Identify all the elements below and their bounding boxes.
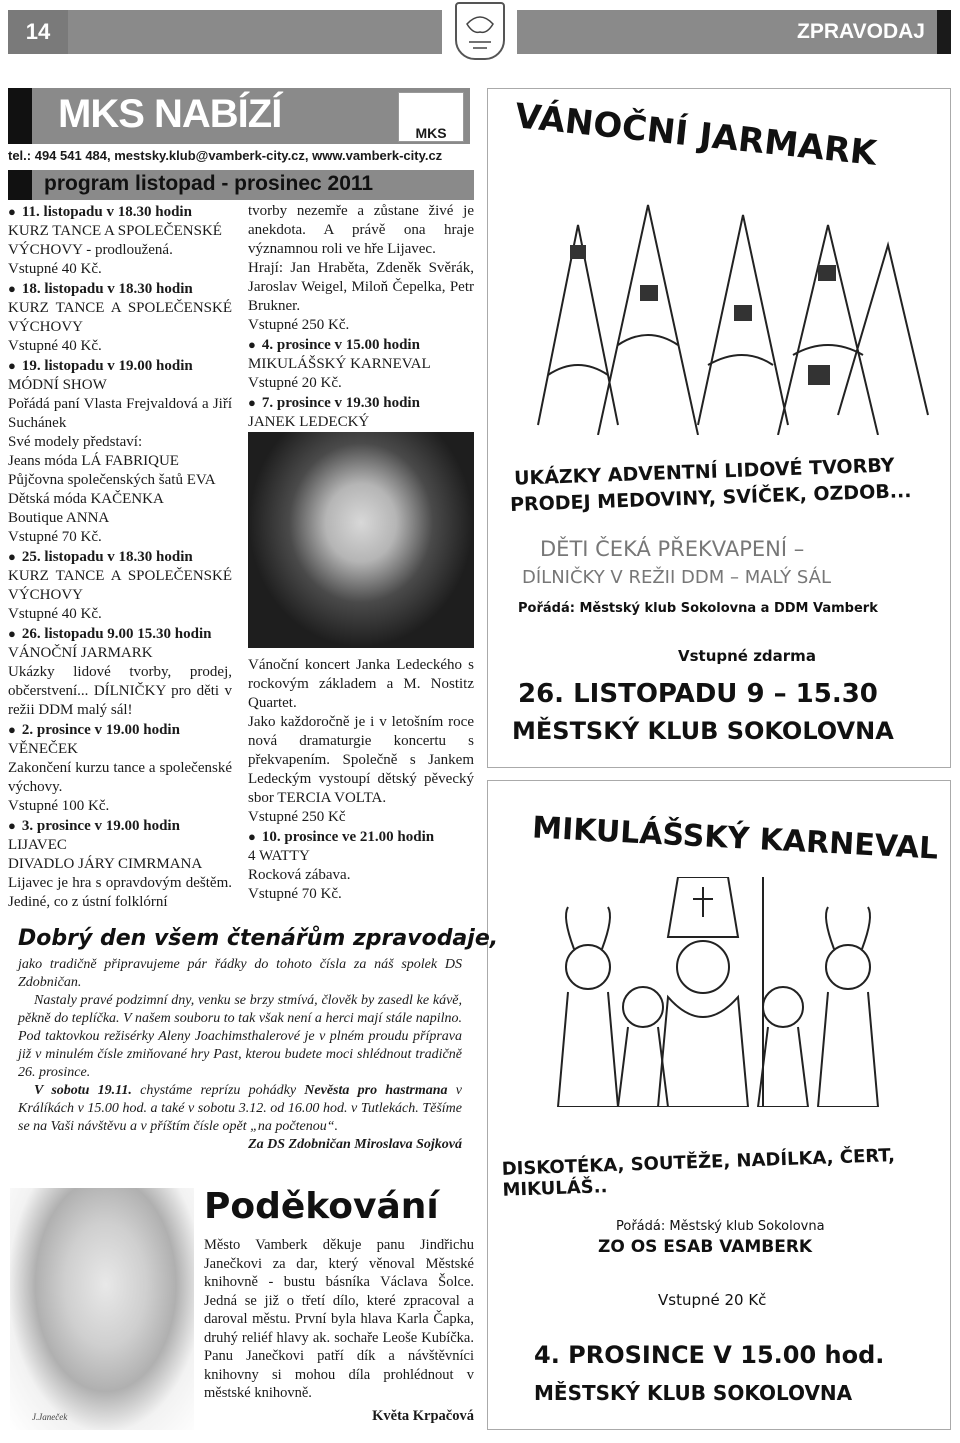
poster-line: DÍLNIČKY V REŽII DDM – MALÝ SÁL [522, 567, 831, 588]
event-line: Své modely představí: [8, 434, 143, 450]
podekovani-paragraph: Město Vamberk děkuje panu Jindřichu Janečkovi za dar, který věnoval Městské knihovně - bustu básníka Václava Šolce. Jedná se již o třetí dílo, které zpracoval a daroval městu. První byla hlava Karla Čapka, druhý reliéf hlavy ak. sochaře Leoše Kubíčka. Panu Janečkovi patří dík a návštěvníci knihovny si mohou díla prohlédnout v městské knihovně. [204, 1237, 474, 1401]
event-subname: DIVADLO JÁRY CIMRMANA [8, 856, 203, 872]
event-text: Lijavec je hra s opravdovým deštěm. Jediné, co z ústní folklórní [8, 875, 232, 910]
page-number: 14 [8, 10, 68, 54]
poster-line: UKÁZKY ADVENTNÍ LIDOVÉ TVORBY [513, 454, 895, 490]
event-line: Půjčovna společenských šatů EVA [8, 472, 216, 488]
poster-date: 4. PROSINCE V 15.00 hod. [534, 1341, 885, 1369]
bust-signature: J.Janeček [32, 1412, 68, 1422]
dobry-paragraph: jako tradičně připravujeme pár řádky do tohoto čísla za náš spolek DS Zdobničan. [18, 957, 462, 990]
podekovani-title: Poděkování [204, 1186, 439, 1227]
mikulas-devils-angels-illustration [548, 877, 888, 1107]
poster-line: DISKOTÉKA, SOUTĚŽE, NADÍLKA, ČERT, MIKULÁŠ.. [501, 1145, 896, 1201]
poster-entry: Vstupné 20 Kč [658, 1291, 767, 1309]
janek-ledecky-photo [248, 432, 474, 648]
dobry-text-part: v Králíkách v 15.00 hod. a také v sobotu 3.12. od 16.00 hod. v Tutlekách. Těšíme se na Vaši návštěvu a v příštím čísle opět „na počtenou“. [18, 1083, 463, 1134]
poster-place: MĚSTSKÝ KLUB SOKOLOVNA [512, 717, 894, 745]
event-text: Vánoční koncert Janka Ledeckého s rockovým základem a M. Nostitz Quartet. [248, 657, 474, 711]
event-price: Vstupné 20 Kč. [248, 375, 342, 391]
poster-organizer: Pořádá: Městský klub Sokolovna a DDM Vamberk [518, 601, 878, 616]
event-date: ● 26. listopadu 9.00 15.30 hodin [8, 626, 212, 642]
program-column-2-lower [248, 656, 474, 904]
event-line: Boutique ANNA [8, 510, 110, 526]
event-price: Vstupné 40 Kč. [8, 261, 102, 277]
poster-mikulassky-karneval [487, 780, 951, 1430]
podekovani-signature: Květa Krpačová [372, 1407, 474, 1424]
dobry-text-part: chystáme reprízu pohádky [131, 1083, 305, 1098]
poster-date: 26. LISTOPADU 9 – 15.30 [518, 679, 878, 709]
event-name: VĚNEČEK [8, 741, 78, 757]
event-name: KURZ TANCE A SPOLEČENSKÉ VÝCHOVY [8, 300, 232, 335]
event-text: Jako každoročně je i v letošním roce nová dramaturgie koncertu s překvapením. Společně s Jankem Ledeckým vystoupí dětský pěvecký sbor TERCIA VOLTA. [248, 714, 474, 806]
dobry-den-title: Dobrý den všem čtenářům zpravodaje, [18, 926, 499, 951]
event-date: ● 7. prosince v 19.30 hodin [248, 395, 420, 411]
event-text: Ukázky lidové tvorby, prodej, občerstvení... DÍLNIČKY pro děti v režii DDM malý sál! [8, 664, 232, 718]
event-price: Vstupné 40 Kč. [8, 338, 102, 354]
event-price: Vstupné 40 Kč. [8, 606, 102, 622]
event-name: VÁNOČNÍ JARMARK [8, 645, 153, 661]
event-text: Rocková zábava. [248, 867, 351, 883]
dobry-paragraph: Nastaly pravé podzimní dny, venku se brzy stmívá, člověk by zasedl ke kávě, pěkně do teplíčka. V našem souboru to tak však není a herci mají stále napilno. Pod taktovkou režisérky Aleny Joachimsthalerové je v plném proudu příprava již v minulém čísle zmiňované hry Past, kterou budete moci shlédnout tradičně 26. prosince. [18, 993, 462, 1080]
poster-title: MIKULÁŠSKÝ KARNEVAL [531, 810, 940, 867]
event-date: ● 25. listopadu v 18.30 hodin [8, 549, 193, 565]
program-column-2 [248, 202, 474, 432]
event-name: 4 WATTY [248, 848, 310, 864]
poster-line: DĚTI ČEKÁ PŘEKVAPENÍ – [540, 537, 805, 561]
poster-line: PRODEJ MEDOVINY, SVÍČEK, OZDOB... [509, 480, 912, 516]
poster-vanocni-jarmark [487, 88, 951, 768]
event-host: Pořádá paní Vlasta Frejvaldová a Jiří Suchánek [8, 396, 232, 431]
poster-entry: Vstupné zdarma [678, 647, 816, 665]
event-price: Vstupné 70 Kč. [248, 886, 342, 902]
mks-banner-accent [8, 88, 32, 144]
event-price: Vstupné 250 Kč. [248, 317, 350, 333]
poster-place: MĚSTSKÝ KLUB SOKOLOVNA [534, 1381, 853, 1405]
dobry-den-text [18, 956, 462, 1154]
podekovani-text [204, 1236, 474, 1425]
event-name: LIJAVEC [8, 837, 67, 853]
event-date: ● 10. prosince ve 21.00 hodin [248, 829, 434, 845]
poster-organizer: Pořádá: Městský klub Sokolovna [616, 1219, 825, 1234]
event-text: Zakončení kurzu tance a společenské výchovy. [8, 760, 232, 795]
program-bar-accent [8, 170, 32, 200]
event-date: ● 4. prosince v 15.00 hodin [248, 337, 420, 353]
event-date: ● 2. prosince v 19.00 hodin [8, 722, 180, 738]
poster-organizer: ZO OS ESAB VAMBERK [598, 1237, 813, 1257]
event-price: Vstupné 100 Kč. [8, 798, 110, 814]
event-price: Vstupné 250 Kč [248, 809, 346, 825]
event-text: tvorby nezemře a zůstane živé je anekdota. A právě ona hraje významnou roli ve hře Lijavec. [248, 203, 474, 257]
mks-logo-icon: MKS [398, 92, 464, 142]
event-name: MIKULÁŠSKÝ KARNEVAL [248, 356, 431, 372]
bust-photo [10, 1188, 194, 1430]
event-name: JANEK LEDECKÝ [248, 414, 370, 430]
event-date: ● 19. listopadu v 19.00 hodin [8, 358, 193, 374]
event-name: KURZ TANCE A SPOLEČENSKÉ VÝCHOVY [8, 568, 232, 603]
header-bar-right-end [937, 10, 951, 54]
event-price: Vstupné 70 Kč. [8, 529, 102, 545]
dobry-signature: Za DS Zdobničan Miroslava Sojková [248, 1137, 462, 1152]
event-name: MÓDNÍ SHOW [8, 377, 107, 393]
program-title: program listopad - prosinec 2011 [44, 172, 374, 195]
event-line: Dětská móda KAČENKA [8, 491, 164, 507]
publication-title: ZPRAVODAJ [517, 10, 937, 54]
dobry-play-title: Nevěsta pro hastrmana [304, 1083, 448, 1098]
event-date: ● 3. prosince v 19.00 hodin [8, 818, 180, 834]
dobry-date: V sobotu 19.11. [34, 1083, 132, 1098]
dobry-paragraph [18, 1082, 462, 1136]
event-name: KURZ TANCE A SPOLEČENSKÉ VÝCHOVY - prodloužená. [8, 223, 222, 258]
contact-line: tel.: 494 541 484, mestsky.klub@vamberk-city.cz, www.vamberk-city.cz [8, 148, 443, 163]
christmas-trees-illustration [508, 185, 932, 435]
header-bar-left [22, 10, 442, 54]
event-line: Jeans móda LÁ FABRIQUE [8, 453, 179, 469]
poster-title: VÁNOČNÍ JARMARK [512, 96, 879, 174]
program-column-1 [8, 202, 232, 912]
event-date: ● 18. listopadu v 18.30 hodin [8, 281, 193, 297]
town-emblem-icon [455, 2, 505, 60]
event-date: ● 11. listopadu v 18.30 hodin [8, 204, 192, 220]
mks-title: MKS NABÍZÍ [58, 92, 282, 136]
event-cast: Hrají: Jan Hraběta, Zdeněk Svěrák, Jaroslav Weigel, Miloň Čepelka, Petr Brukner. [248, 260, 474, 314]
